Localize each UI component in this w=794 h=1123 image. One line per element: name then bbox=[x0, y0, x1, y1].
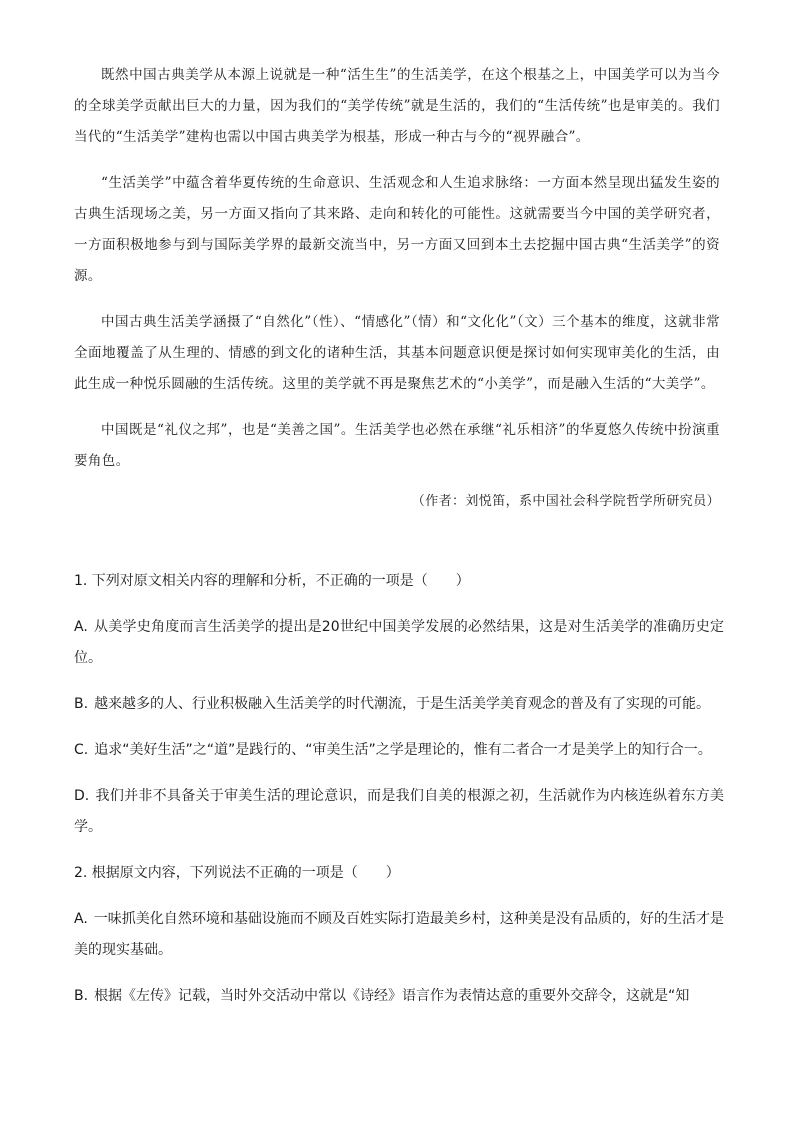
question-1 bbox=[74, 566, 724, 843]
option-a bbox=[74, 612, 724, 674]
option-text: 根据《左传》记载，当时外交活动中常以《诗经》语言作为表情达意的重要外交辞令，这就是“知 bbox=[94, 988, 690, 1004]
author-attribution: （作者：刘悦笛，系中国社会科学院哲学所研究员） bbox=[411, 494, 720, 509]
question-section bbox=[74, 566, 724, 1027]
option-letter: A. bbox=[74, 619, 88, 635]
option-letter: A. bbox=[74, 911, 88, 927]
option-text: 我们并非不具备关于审美生活的理论意识，而是我们自美的根源之初，生活就作为内核连纵着东方美学。 bbox=[74, 788, 724, 835]
option-text: 从美学史角度而言生活美学的提出是20世纪中国美学发展的必然结果，这是对生活美学的准确历史定位。 bbox=[74, 619, 724, 666]
option-letter: D. bbox=[74, 788, 90, 804]
option-b bbox=[74, 689, 724, 720]
option-a bbox=[74, 904, 724, 966]
option-b bbox=[74, 981, 724, 1012]
option-c bbox=[74, 735, 724, 766]
option-letter: C. bbox=[74, 742, 89, 758]
option-letter: B. bbox=[74, 696, 89, 712]
option-text: 越来越多的人、行业积极融入生活美学的时代潮流，于是生活美学美育观念的普及有了实现的可能。 bbox=[94, 696, 711, 712]
option-text: 一味抓美化自然环境和基础设施而不顾及百姓实际打造最美乡村，这种美是没有品质的，好的生活才是美的现实基础。 bbox=[74, 911, 724, 958]
question-stem: 2. 根据原文内容，下列说法不正确的一项是（ ） bbox=[74, 865, 400, 881]
question-stem: 1. 下列对原文相关内容的理解和分析，不正确的一项是（ ） bbox=[74, 573, 470, 589]
option-d bbox=[74, 781, 724, 843]
question-2 bbox=[74, 858, 724, 1012]
passage-paragraph: “生活美学”中蕴含着华夏传统的生命意识、生活观念和人生追求脉络：一方面本然呈现出猛发生姿的古典生活现场之美，另一方面又指向了其来路、走向和转化的可能性。这就需要当今中国的美学研究者，一方面积极地参与到与国际美学界的最新交流当中，另一方面又回到本土去挖掘中国古典“生活美学”的资源。 bbox=[74, 175, 720, 284]
option-text: 追求“美好生活”之“道”是践行的、“审美生活”之学是理论的，惟有二者合一才是美学上的知行合一。 bbox=[94, 742, 712, 758]
option-letter: B. bbox=[74, 988, 89, 1004]
passage-paragraph: 中国既是“礼仪之邦”，也是“美善之国”。生活美学也必然在承继“礼乐相济”的华夏悠久传统中扮演重要角色。 bbox=[74, 422, 720, 469]
passage-paragraph: 既然中国古典美学从本源上说就是一种“活生生”的生活美学，在这个根基之上，中国美学可以为当今的全球美学贡献出巨大的力量，因为我们的“美学传统”就是生活的，我们的“生活传统”也是审美的。我们当代的“生活美学”建构也需以中国古典美学为根基，形成一种古与今的“视界融合”。 bbox=[74, 67, 720, 145]
reading-passage bbox=[74, 60, 720, 532]
passage-paragraph: 中国古典生活美学涵摄了“自然化”（性）、“情感化”（情）和“文化化”（文）三个基本的维度，这就非常全面地覆盖了从生理的、情感的到文化的诸种生活，其基本问题意识便是探讨如何实现审美化的生活，由此生成一种悦乐圆融的生活传统。这里的美学就不再是聚焦艺术的“小美学”，而是融入生活的“大美学”。 bbox=[74, 314, 720, 392]
